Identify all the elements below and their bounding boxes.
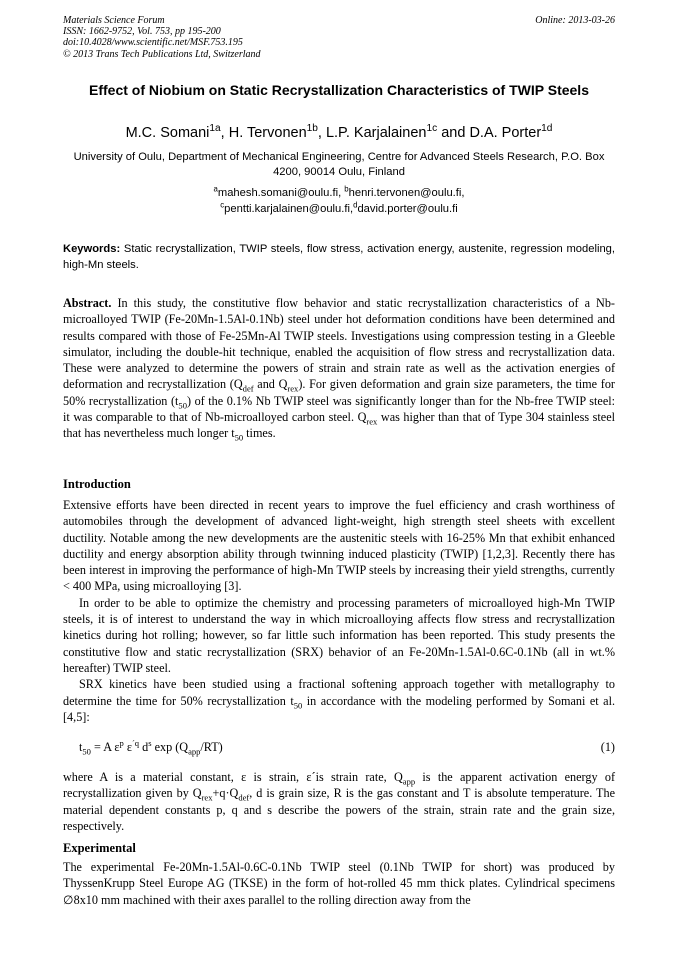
online-date: Online: 2013-03-26 (535, 15, 615, 26)
section-heading-introduction: Introduction (63, 477, 131, 491)
subscript: app (188, 746, 201, 757)
superscript: p (119, 737, 124, 748)
paragraph-text: , d is grain size, R is the gas constant and T is absolute temperature. The material dependent constants p, q and s describe the powers of the strain, strain rate and the grain size, respectively. (63, 786, 615, 833)
introduction-body (63, 497, 615, 725)
journal-copyright: © 2013 Trans Tech Publications Ltd, Switzerland (63, 48, 261, 60)
email-address: mahesh.somani@oulu.fi (217, 187, 339, 199)
abstract-text: ). For given deformation and grain size parameters, the time for 50% recrystallization (t (63, 377, 615, 408)
email-mark: d (353, 199, 358, 209)
email-address: david.porter@oulu.fi (357, 202, 458, 215)
email-mark: b (344, 184, 349, 194)
keywords-label: Keywords: (63, 243, 121, 255)
email-mark: c (220, 199, 225, 209)
superscript: s (148, 737, 152, 748)
abstract-text: was higher than that of Type 304 stainless steel that has nevertheless much longer t (63, 410, 615, 441)
abstract-text: In this study, the constitutive flow behavior and static recrystallization characteristics of a Nb-microalloyed TWIP (Fe-20Mn-1.5Al-0.1Nb) steel under hot deformation conditions have been determined and results compared with those of Fe-25Mn-Al TWIP steels. Investigations using compression testing in a Gleeble simulator, including the double-hit technique, enabled the acquisition of flow stress and recrystallization data. These were analyzed to determine the powers of strain and strain rate as well as the activation energies of deformation and recrystallization (Q (63, 296, 615, 392)
subscript: rex (201, 792, 213, 803)
paper-title: Effect of Niobium on Static Recrystallization Characteristics of TWIP Steels (89, 82, 589, 98)
email-mark: a (213, 184, 218, 194)
author-name: M.C. Somani (125, 125, 210, 141)
equation-body (79, 737, 223, 757)
eq-symbol: = A ε (90, 740, 120, 754)
journal-doi: doi:10.4028/www.scientific.net/MSF.753.195 (63, 37, 243, 49)
journal-name: Materials Science Forum (63, 15, 165, 26)
author-affil-mark: 1b (306, 123, 318, 135)
paragraph: Extensive efforts have been directed in recent years to improve the fuel efficiency and crash worthiness of automobiles through the development of advanced light-weight, high strength steel sheets with excellent ductility. Notable among the new developments are the austenitic steels with 16-25% Mn that exhibit enhanced ductility and energy absorption ability through twinning induced plasticity (TWIP) [1,2,3]. Recently there has been interest in improving the performance of high-Mn TWIP steels by increasing their yield strengths, currently < 400 MPa, using microalloying [3]. (63, 498, 615, 594)
subscript: def (242, 383, 254, 394)
abstract (63, 295, 615, 442)
author-affil-mark: 1d (541, 123, 553, 135)
abstract-text: ) of the 0.1% Nb TWIP steel was significantly longer than for the Nb-free TWIP steel: it was comparable to that of Nb-microalloyed carbon steel. Q (63, 393, 615, 425)
equation-explanation (63, 769, 615, 834)
author-affil-mark: 1a (209, 123, 221, 135)
equation-number: (1) (600, 740, 615, 754)
paragraph-text: SRX kinetics have been studied using a fractional softening approach together with metallography to determine the time for 50% recrystallization t (63, 677, 615, 708)
author-name: D.A. Porter (469, 125, 542, 141)
eq-symbol: /RT) (200, 740, 223, 754)
eq-symbol: d (139, 740, 149, 754)
subscript: rex (287, 383, 299, 394)
paragraph: The experimental Fe-20Mn-1.5Al-0.6C-0.1Nb TWIP steel (0.1Nb TWIP for short) was produced by ThyssenKrupp Steel Europe AG (TKSE) in the form of hot-rolled 45 mm thick plates. Cylindrical specimens ∅8x10 mm machined with their axes parallel to the rolling direction away from the (63, 860, 615, 907)
eq-symbol: exp (Q (151, 740, 189, 754)
keywords-text: Static recrystallization, TWIP steels, flow stress, activation energy, austenite, regression modeling, high-Mn steels. (63, 243, 616, 271)
eq-symbol: t (79, 740, 83, 754)
author-list: M.C. Somani$^{1a}$, H. Tervonen$^{1b}$, L.P. Karjalainen$^{1c}$ and D.A. Porter$^{1d}$ (125, 123, 553, 141)
subscript: 50 (178, 400, 187, 411)
author-emails: $^a$mahesh.somani@oulu.fi, $^b$henri.tervonen@oulu.fi, $^c$pentti.karjalainen@oulu.fi,$^d$david.porter@oulu.fi (213, 184, 465, 215)
subscript: rex (366, 416, 378, 427)
subscript: 50 (82, 746, 91, 757)
paragraph-text: is the apparent activation energy of recrystallization given by Q (63, 770, 616, 801)
section-heading-experimental: Experimental (63, 841, 136, 855)
author-name: L.P. Karjalainen (325, 125, 427, 141)
journal-issn: ISSN: 1662-9752, Vol. 753, pp 195-200 (63, 26, 221, 38)
subscript: 50 (234, 432, 244, 443)
eq-symbol: ε (123, 740, 132, 754)
experimental-body (63, 859, 615, 908)
email-address: pentti.karjalainen@oulu.fi (224, 202, 350, 215)
subscript: 50 (293, 700, 303, 710)
superscript: ´q (131, 737, 140, 748)
affiliation: University of Oulu, Department of Mechanical Engineering, Centre for Advanced Steels Research, P.O. Box 4200, 90014 Oulu, Finland (73, 151, 605, 178)
paragraph (63, 676, 615, 725)
subscript: def (238, 792, 250, 803)
abstract-text: and Q (253, 377, 288, 392)
paragraph-text: +q·Q (212, 786, 239, 801)
abstract-text: times. (243, 426, 276, 441)
author-name: H. Tervonen (228, 125, 307, 141)
abstract-label: Abstract. (63, 296, 112, 310)
paragraph: In order to be able to optimize the chemistry and processing parameters of microalloyed high-Mn TWIP steels, it is of interest to understand the way in which microalloying affects flow stress and recrystallization kinetics during hot rolling; however, so far little such information has been reported. This study presents the constitutive flow and static recrystallization (SRX) behavior of an Fe-20Mn-1.5Al-0.6C-0.1Nb (all in wt.% hereafter) TWIP steel. (63, 595, 615, 675)
author-affil-mark: 1c (426, 123, 438, 135)
paragraph-text: where A is a material constant, ε is strain, ε´is strain rate, Q (63, 770, 403, 784)
journal-header (63, 15, 615, 60)
subscript: app (402, 776, 416, 787)
email-address: henri.tervonen@oulu.fi (348, 187, 462, 199)
keywords (63, 241, 615, 273)
paragraph-text: in accordance with the modeling performed by Somani et al. [4,5]: (63, 693, 616, 724)
